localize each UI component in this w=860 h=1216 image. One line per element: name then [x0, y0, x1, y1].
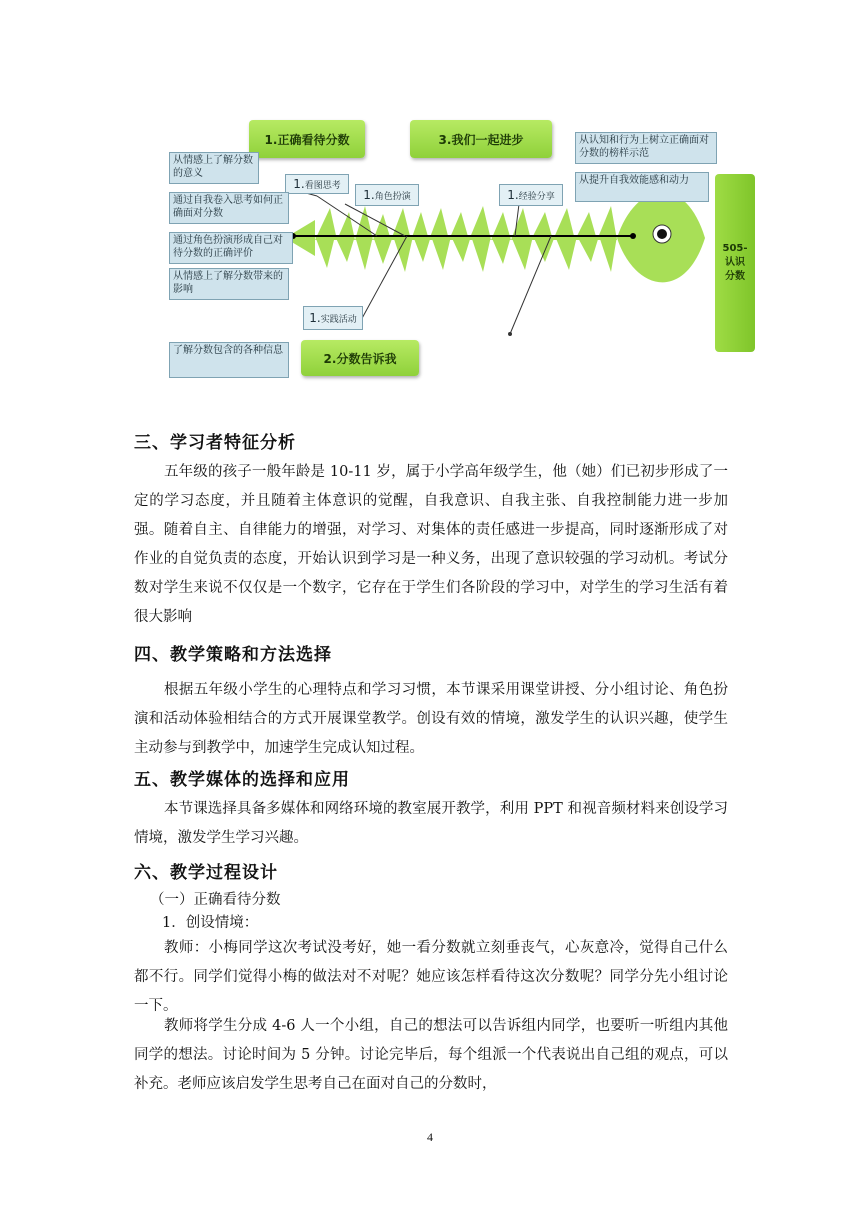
note-box: 从情感上了解分数的意义: [169, 152, 259, 184]
sub-box-num: 1.: [507, 188, 519, 202]
note-box: 从情感上了解分数带来的影响: [169, 268, 289, 300]
paragraph-media: 本节课选择具备多媒体和网络环境的教室展开教学，利用 PPT 和视音频材料来创设学习情境，激发学生学习兴趣。: [134, 801, 728, 846]
fishbone-diagram: [165, 112, 765, 384]
subsection-heading: （一）正确看待分数: [150, 892, 281, 908]
sub-box-text: 实践活动: [320, 314, 357, 325]
sub-box-look-think: [285, 174, 349, 194]
section-heading-media: 五、教学媒体的选择和应用: [134, 770, 350, 790]
sub-box-practice: [303, 306, 363, 330]
note-box: 从认知和行为上树立正确面对分数的榜样示范: [575, 132, 717, 164]
step-heading: 1．创设情境：: [162, 915, 259, 931]
sub-box-text: 看图思考: [304, 180, 341, 191]
paragraph-learner: 五年级的孩子一般年龄是 10-11 岁，属于小学高年级学生，他（她）们已初步形成了一定的学习态度，并且随着主体意识的觉醒，自我意识、自我主张、自我控制能力进一步加强。随着自主、自律能力的增强，对学习、对集体的责任感进一步提高，同时逐渐形成了对作业的自觉负责的态度，开始认识到学习是一种义务，出现了意识较强的学习动机。考试分数对学生来说不仅仅是一个数字，它存在于学生们各阶段的学习中，对学生的学习生活有着很大影响: [134, 464, 728, 625]
sub-box-share: [499, 184, 563, 206]
sub-box-num: 1.: [363, 188, 375, 202]
category-box-1: 1.正确看待分数: [249, 120, 365, 158]
category-box-3: 3.我们一起进步: [410, 120, 552, 158]
section-heading-process: 六、教学过程设计: [134, 863, 278, 883]
paragraph-group-discussion: 教师将学生分成 4-6 人一个小组，自己的想法可以告诉组内同学，也要听一听组内其他同学的想法。讨论时间为 5 分钟。讨论完毕后，每个组派一个代表说出自己组的观点，可以补充。老师应该启发学生思考自己在面对自己的分数时，: [134, 1018, 728, 1092]
sub-box-text: 经验分享: [518, 191, 555, 202]
note-box: 通过自我卷入思考如何正确面对分数: [169, 192, 289, 224]
note-box: 了解分数包含的各种信息: [169, 342, 289, 378]
paragraph-teacher-scenario: 教师：小梅同学这次考试没考好，她一看分数就立刻垂丧气，心灰意冷，觉得自己什么都不行。同学们觉得小梅的做法对不对呢？她应该怎样看待这次分数呢？同学分先小组讨论一下。: [134, 940, 728, 1014]
category-box-2: 2.分数告诉我: [301, 340, 419, 376]
section-heading-learner: 三、学习者特征分析: [134, 433, 296, 453]
section-heading-strategy: 四、教学策略和方法选择: [134, 645, 332, 665]
note-box: 通过角色扮演形成自己对待分数的正确评价: [169, 232, 293, 264]
sub-box-num: 1.: [309, 311, 321, 325]
page-number: 4: [427, 1130, 433, 1144]
sub-box-text: 角色扮演: [374, 191, 411, 202]
fish-head-label: 505- 认识 分数: [715, 174, 755, 352]
note-box: 从提升自我效能感和动力: [575, 172, 709, 202]
sub-box-num: 1.: [293, 177, 305, 191]
sub-box-role-play: [355, 184, 419, 206]
paragraph-strategy: 根据五年级小学生的心理特点和学习习惯，本节课采用课堂讲授、分小组讨论、角色扮演和活动体验相结合的方式开展课堂教学。创设有效的情境，激发学生的认识兴趣，使学生主动参与到教学中，加速学生完成认知过程。: [134, 682, 728, 756]
